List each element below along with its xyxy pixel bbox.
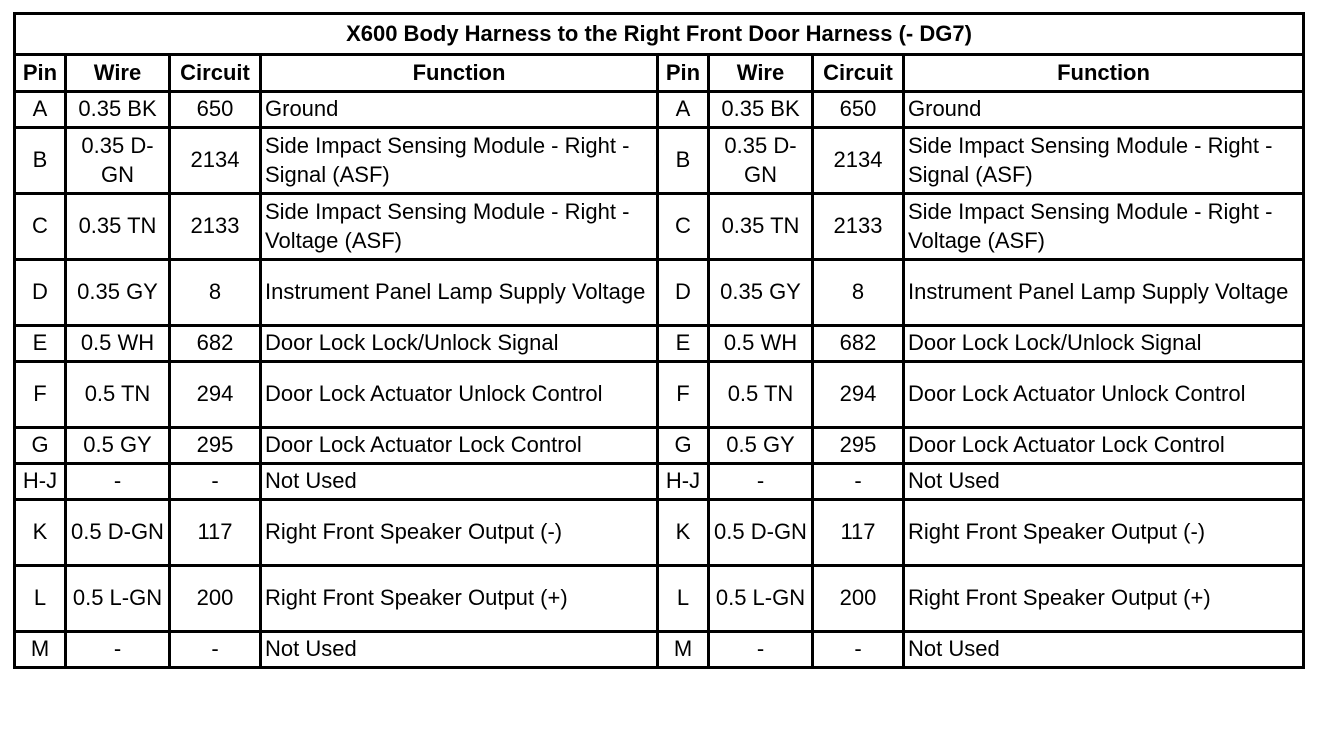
header-wire: Wire [66,55,170,92]
pin-cell: C [658,194,709,260]
table-title: X600 Body Harness to the Right Front Door Harness (- DG7) [15,14,1304,55]
function-cell: Ground [261,92,658,128]
wire-cell: - [66,632,170,668]
circuit-cell: 117 [170,500,261,566]
pin-cell: A [658,92,709,128]
wire-cell: 0.35 D-GN [66,128,170,194]
header-pin: Pin [15,55,66,92]
function-cell: Right Front Speaker Output (-) [904,500,1304,566]
pin-cell: L [658,566,709,632]
function-cell: Door Lock Actuator Lock Control [904,428,1304,464]
circuit-cell: 294 [813,362,904,428]
pin-cell: E [15,326,66,362]
table-row [15,632,1304,668]
wire-cell: 0.5 GY [709,428,813,464]
circuit-cell: - [170,464,261,500]
wire-cell: 0.5 TN [709,362,813,428]
wire-cell: 0.35 BK [709,92,813,128]
wire-cell: 0.5 WH [709,326,813,362]
wire-cell: 0.35 TN [709,194,813,260]
header-pin-2: Pin [658,55,709,92]
circuit-cell: 200 [813,566,904,632]
circuit-cell: 295 [170,428,261,464]
circuit-cell: 2133 [813,194,904,260]
pin-cell: E [658,326,709,362]
function-cell: Ground [904,92,1304,128]
circuit-cell: - [170,632,261,668]
wire-cell: - [66,464,170,500]
circuit-cell: 650 [170,92,261,128]
circuit-cell: 682 [813,326,904,362]
wire-cell: 0.5 L-GN [66,566,170,632]
table-row [15,92,1304,128]
pin-cell: D [658,260,709,326]
header-circuit-2: Circuit [813,55,904,92]
table-row [15,500,1304,566]
header-wire-2: Wire [709,55,813,92]
function-cell: Door Lock Actuator Unlock Control [904,362,1304,428]
function-cell: Right Front Speaker Output (+) [261,566,658,632]
table-row [15,326,1304,362]
wire-cell: 0.35 TN [66,194,170,260]
circuit-cell: - [813,632,904,668]
wire-cell: 0.5 GY [66,428,170,464]
pin-cell: F [15,362,66,428]
pin-cell: H-J [15,464,66,500]
table-row [15,194,1304,260]
pin-cell: B [658,128,709,194]
pin-cell: K [658,500,709,566]
wire-cell: 0.5 TN [66,362,170,428]
header-function-2: Function [904,55,1304,92]
function-cell: Side Impact Sensing Module - Right - Signal (ASF) [261,128,658,194]
pin-cell: G [15,428,66,464]
pin-cell: H-J [658,464,709,500]
table-row [15,260,1304,326]
header-circuit: Circuit [170,55,261,92]
function-cell: Not Used [904,632,1304,668]
circuit-cell: 682 [170,326,261,362]
function-cell: Side Impact Sensing Module - Right - Voltage (ASF) [261,194,658,260]
pin-cell: L [15,566,66,632]
pin-cell: A [15,92,66,128]
function-cell: Instrument Panel Lamp Supply Voltage [904,260,1304,326]
circuit-cell: 295 [813,428,904,464]
pin-cell: M [658,632,709,668]
function-cell: Not Used [904,464,1304,500]
pin-cell: F [658,362,709,428]
circuit-cell: 2134 [170,128,261,194]
pin-cell: C [15,194,66,260]
table-row [15,362,1304,428]
wire-cell: 0.35 BK [66,92,170,128]
wire-cell: 0.5 D-GN [66,500,170,566]
function-cell: Not Used [261,632,658,668]
wire-cell: 0.5 D-GN [709,500,813,566]
circuit-cell: 8 [813,260,904,326]
pin-cell: M [15,632,66,668]
table-row [15,128,1304,194]
function-cell: Right Front Speaker Output (-) [261,500,658,566]
function-cell: Door Lock Actuator Lock Control [261,428,658,464]
circuit-cell: 2133 [170,194,261,260]
function-cell: Side Impact Sensing Module - Right - Voltage (ASF) [904,194,1304,260]
pin-cell: D [15,260,66,326]
wire-cell: - [709,464,813,500]
pin-cell: B [15,128,66,194]
function-cell: Side Impact Sensing Module - Right - Signal (ASF) [904,128,1304,194]
table-row [15,464,1304,500]
wire-cell: 0.5 WH [66,326,170,362]
function-cell: Door Lock Actuator Unlock Control [261,362,658,428]
header-function: Function [261,55,658,92]
circuit-cell: 650 [813,92,904,128]
wire-cell: 0.35 GY [66,260,170,326]
function-cell: Not Used [261,464,658,500]
table-row [15,428,1304,464]
function-cell: Door Lock Lock/Unlock Signal [904,326,1304,362]
pin-cell: K [15,500,66,566]
circuit-cell: - [813,464,904,500]
wire-cell: - [709,632,813,668]
header-row [15,55,1304,92]
wire-cell: 0.35 GY [709,260,813,326]
wire-cell: 0.35 D-GN [709,128,813,194]
function-cell: Door Lock Lock/Unlock Signal [261,326,658,362]
circuit-cell: 294 [170,362,261,428]
circuit-cell: 117 [813,500,904,566]
circuit-cell: 200 [170,566,261,632]
function-cell: Instrument Panel Lamp Supply Voltage [261,260,658,326]
function-cell: Right Front Speaker Output (+) [904,566,1304,632]
table-row [15,566,1304,632]
pin-cell: G [658,428,709,464]
connector-table [13,12,1305,669]
circuit-cell: 8 [170,260,261,326]
circuit-cell: 2134 [813,128,904,194]
wire-cell: 0.5 L-GN [709,566,813,632]
